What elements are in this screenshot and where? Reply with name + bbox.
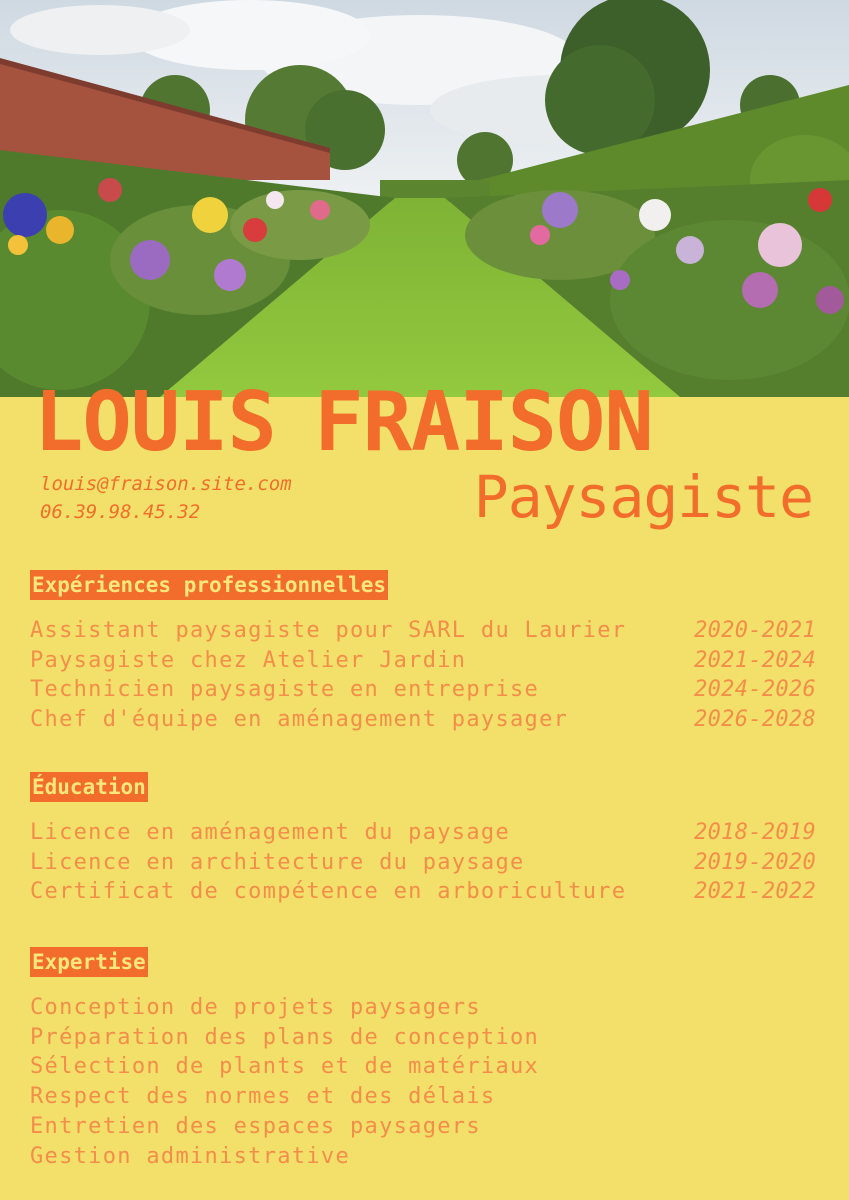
experience-role: Assistant paysagiste pour SARL du Laurier [30,618,627,643]
expertise-section [30,947,816,1171]
experience-role: Technicien paysagiste en entreprise [30,677,540,703]
job-title: Paysagiste [473,463,813,531]
person-name: LOUIS FRAISON [34,375,653,470]
expertise-item [30,993,816,1023]
experience-list [30,616,816,735]
education-item [30,818,816,848]
experience-item [30,705,816,735]
expertise-skill: Conception de projets paysagers [30,995,481,1020]
garden-photo-icon [0,0,849,397]
phone-number[interactable]: 06.39.98.45.32 [40,501,201,523]
education-degree: Licence en architecture du paysage [30,849,525,875]
education-years: 2019-2020 [694,849,816,875]
experience-years: 2021-2024 [694,647,816,673]
expertise-skill: Préparation des plans de conception [30,1024,540,1050]
education-list [30,818,816,907]
education-item [30,877,816,907]
education-heading: Éducation [30,772,148,802]
garden-hero-image [0,0,849,397]
experience-heading: Expériences professionnelles [30,570,388,600]
expertise-skill: Gestion administrative [30,1143,350,1169]
experience-years: 2024-2026 [694,677,816,703]
contact-block [40,470,292,526]
education-section [30,772,816,907]
expertise-skill: Sélection de plants et de matériaux [30,1054,540,1080]
experience-item [30,616,816,646]
experience-item [30,675,816,705]
experience-section [30,570,816,735]
experience-item [30,646,816,676]
experience-role: Chef d'équipe en aménagement paysager [30,707,569,733]
experience-years: 2026-2028 [694,707,816,733]
education-years: 2018-2019 [694,820,816,845]
expertise-skill: Entretien des espaces paysagers [30,1113,481,1139]
expertise-skill: Respect des normes et des délais [30,1084,496,1110]
education-degree: Licence en aménagement du paysage [30,820,510,845]
expertise-item [30,1142,816,1172]
expertise-list [30,993,816,1171]
education-degree: Certificat de compétence en arboriculture [30,879,627,905]
expertise-heading: Expertise [30,947,148,977]
expertise-item [30,1082,816,1112]
email-link[interactable]: louis@fraison.site.com [40,473,292,495]
experience-years: 2020-2021 [694,618,816,643]
expertise-item [30,1023,816,1053]
expertise-item [30,1112,816,1142]
education-years: 2021-2022 [694,879,816,905]
expertise-item [30,1052,816,1082]
education-item [30,848,816,878]
experience-role: Paysagiste chez Atelier Jardin [30,647,467,673]
